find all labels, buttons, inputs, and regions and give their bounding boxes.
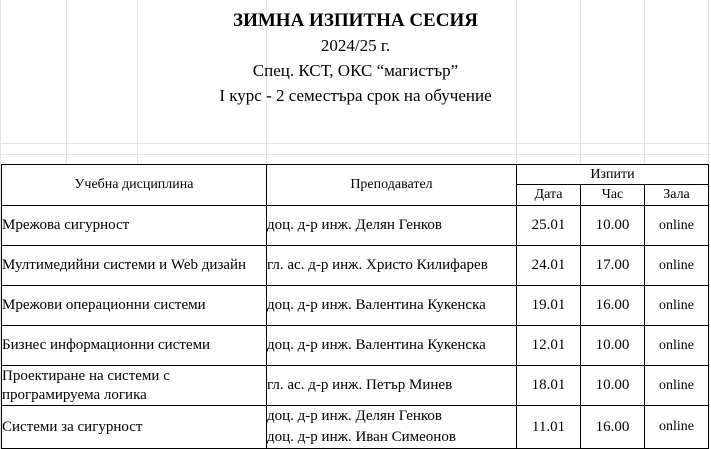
teacher-cell: доц. д-р инж. Делян Генков xyxy=(267,206,517,246)
date-cell: 11.01 xyxy=(517,406,581,449)
column-header-room: Зала xyxy=(645,185,709,206)
gridline xyxy=(0,143,711,144)
session-title: ЗИМНА ИЗПИТНА СЕСИЯ xyxy=(233,10,478,31)
time-cell: 16.00 xyxy=(581,406,645,449)
table-row xyxy=(2,286,709,326)
subject-cell: Проектиране на системи с програмируема логика xyxy=(2,366,267,406)
column-header-date: Дата xyxy=(517,185,581,206)
exam-schedule-table xyxy=(1,164,709,449)
time-cell: 17.00 xyxy=(581,246,645,286)
date-cell: 12.01 xyxy=(517,326,581,366)
table-row xyxy=(2,366,709,406)
time-cell: 10.00 xyxy=(581,326,645,366)
column-header-time: Час xyxy=(581,185,645,206)
room-cell: online xyxy=(645,246,709,286)
time-cell: 10.00 xyxy=(581,206,645,246)
column-header-teacher: Преподавател xyxy=(267,165,517,206)
teacher-cell: доц. д-р инж. Валентина Кукенска xyxy=(267,326,517,366)
room-cell: online xyxy=(645,286,709,326)
date-cell: 25.01 xyxy=(517,206,581,246)
teacher-name: доц. д-р инж. Иван Симеонов xyxy=(267,429,456,445)
gridline xyxy=(0,154,711,155)
column-header-exams: Изпити xyxy=(517,165,709,185)
teacher-cell xyxy=(267,406,517,449)
subject-cell: Мрежови операционни системи xyxy=(2,286,267,326)
subject-cell: Мрежова сигурност xyxy=(2,206,267,246)
date-cell: 24.01 xyxy=(517,246,581,286)
teacher-cell: гл. ас. д-р инж. Христо Килифарев xyxy=(267,246,517,286)
room-cell: online xyxy=(645,326,709,366)
date-cell: 18.01 xyxy=(517,366,581,406)
academic-year: 2024/25 г. xyxy=(320,36,391,55)
specialty: Спец. КСТ, ОКС “магистър” xyxy=(252,61,459,80)
table-row xyxy=(2,326,709,366)
room-cell: online xyxy=(645,406,709,449)
room-cell: online xyxy=(645,366,709,406)
subject-cell: Мултимедийни системи и Web дизайн xyxy=(2,246,267,286)
date-cell: 19.01 xyxy=(517,286,581,326)
table-row xyxy=(2,406,709,449)
table-row xyxy=(2,246,709,286)
time-cell: 10.00 xyxy=(581,366,645,406)
subject-cell: Системи за сигурност xyxy=(2,406,267,449)
teacher-cell: доц. д-р инж. Валентина Кукенска xyxy=(267,286,517,326)
room-cell: online xyxy=(645,206,709,246)
time-cell: 16.00 xyxy=(581,286,645,326)
subject-cell: Бизнес информационни системи xyxy=(2,326,267,366)
table-header-row xyxy=(2,165,709,185)
table-row xyxy=(2,206,709,246)
document-header xyxy=(0,8,711,108)
column-header-subject: Учебна дисциплина xyxy=(2,165,267,206)
teacher-cell: гл. ас. д-р инж. Петър Минев xyxy=(267,366,517,406)
course-info: I курс - 2 семестъра срок на обучение xyxy=(219,86,492,105)
teacher-name: доц. д-р инж. Делян Генков xyxy=(267,408,443,424)
